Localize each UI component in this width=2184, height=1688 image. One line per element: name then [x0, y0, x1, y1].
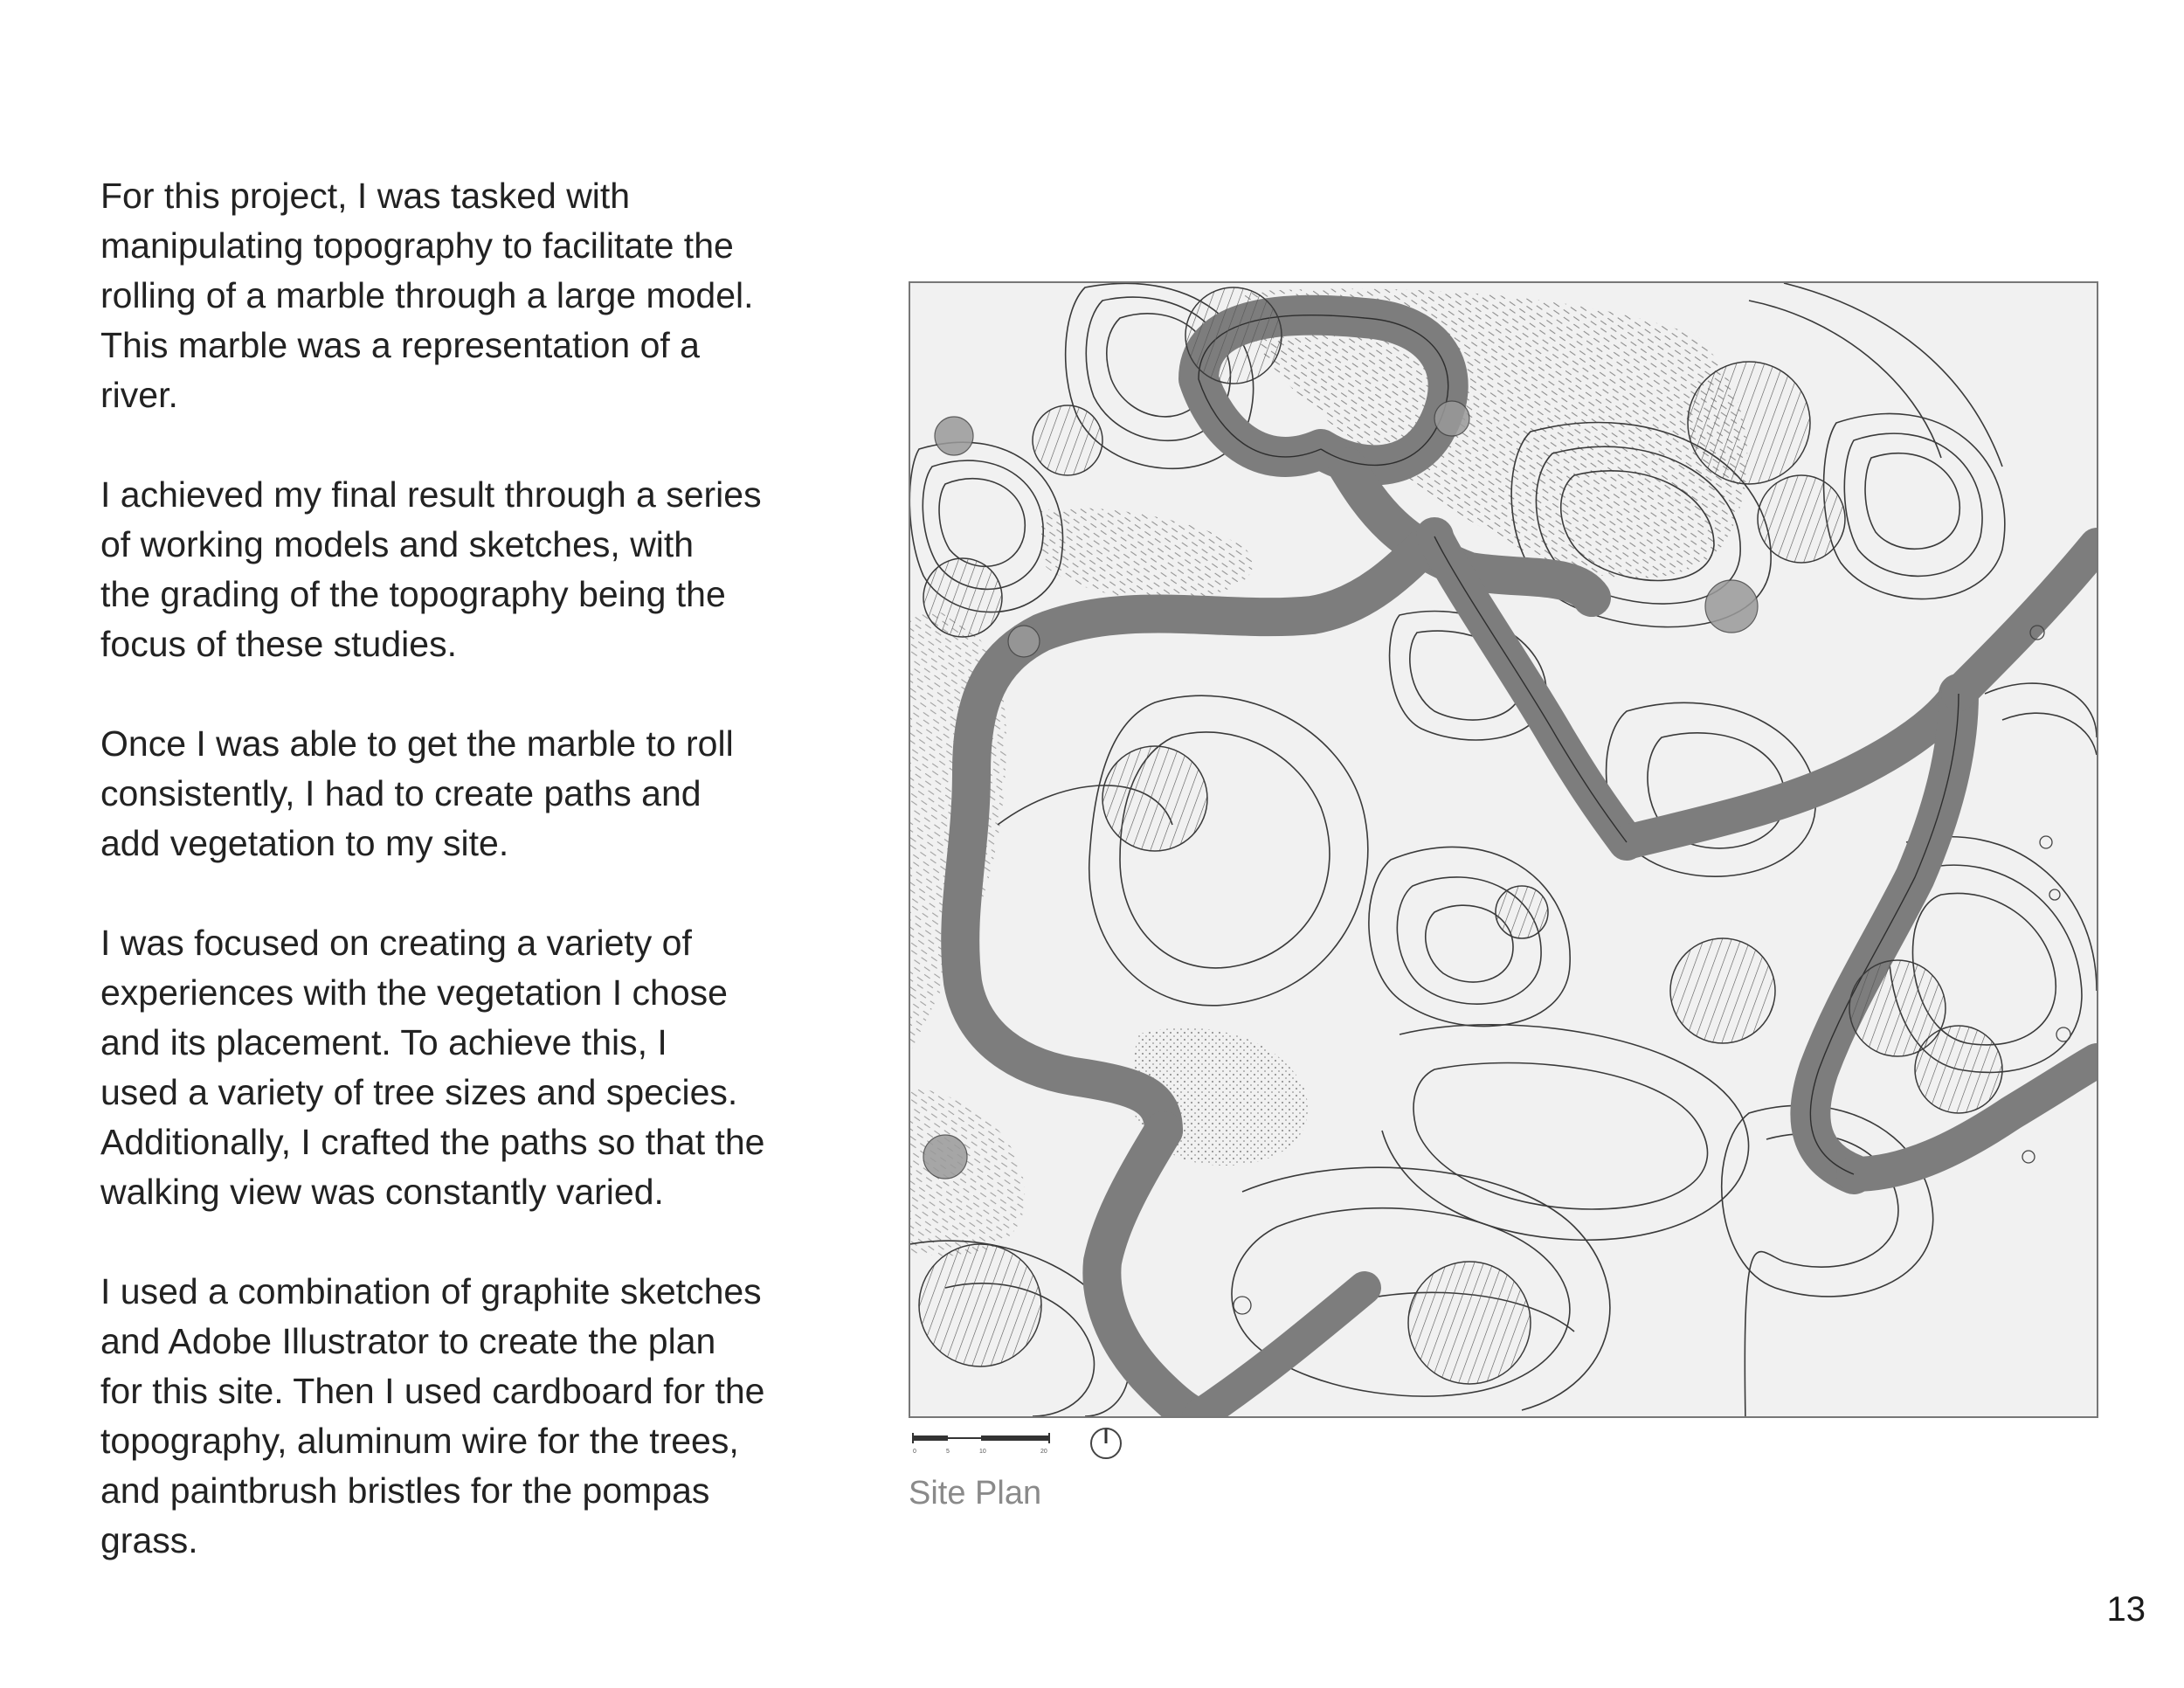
text-line: and its placement. To achieve this, I: [100, 1022, 667, 1062]
text-line: Once I was able to get the marble to roll: [100, 723, 734, 764]
text-line: I used a combination of graphite sketches: [100, 1271, 762, 1311]
text-line: I was focused on creating a variety of: [100, 923, 692, 963]
page-number: 13: [2106, 1590, 2146, 1629]
scale-tick: 10: [979, 1449, 986, 1455]
site-plan-drawing: [909, 281, 2098, 1418]
text-line: experiences with the vegetation I chose: [100, 972, 728, 1013]
scale-tick: 20: [1040, 1449, 1047, 1455]
text-line: topography, aluminum wire for the trees,: [100, 1421, 739, 1461]
text-line: and Adobe Illustrator to create the plan: [100, 1321, 716, 1361]
text-line: the grading of the topography being the: [100, 574, 726, 614]
text-line: of working models and sketches, with: [100, 524, 695, 564]
figure-caption: Site Plan: [909, 1475, 1042, 1512]
paragraph-vegetation: [100, 918, 887, 1217]
north-arrow-icon: [1089, 1426, 1123, 1461]
text-line: rolling of a marble through a large model.: [100, 275, 754, 315]
text-line: This marble was a representation of a: [100, 325, 700, 365]
project-description: [100, 171, 887, 1615]
text-line: Additionally, I crafted the paths so that the: [100, 1122, 765, 1162]
text-line: for this site. Then I used cardboard for the: [100, 1371, 765, 1411]
paragraph-paths: [100, 719, 887, 868]
text-line: manipulating topography to facilitate the: [100, 225, 734, 266]
paragraph-materials: [100, 1267, 887, 1566]
scale-tick: 5: [946, 1449, 950, 1455]
text-line: and paintbrush bristles for the pompas: [100, 1470, 710, 1511]
paragraph-process: [100, 470, 887, 669]
scale-bar: [911, 1429, 1051, 1456]
text-line: For this project, I was tasked with: [100, 176, 631, 216]
text-line: walking view was constantly varied.: [100, 1172, 664, 1212]
scale-tick: 0: [913, 1449, 916, 1455]
site-plan-svg: [910, 283, 2097, 1416]
text-line: focus of these studies.: [100, 624, 457, 664]
text-line: I achieved my final result through a series: [100, 474, 762, 515]
text-line: consistently, I had to create paths and: [100, 773, 702, 813]
text-line: grass.: [100, 1520, 198, 1560]
paragraph-intro: [100, 171, 887, 420]
text-line: river.: [100, 375, 178, 415]
text-line: used a variety of tree sizes and species.: [100, 1072, 738, 1112]
text-line: add vegetation to my site.: [100, 823, 509, 863]
